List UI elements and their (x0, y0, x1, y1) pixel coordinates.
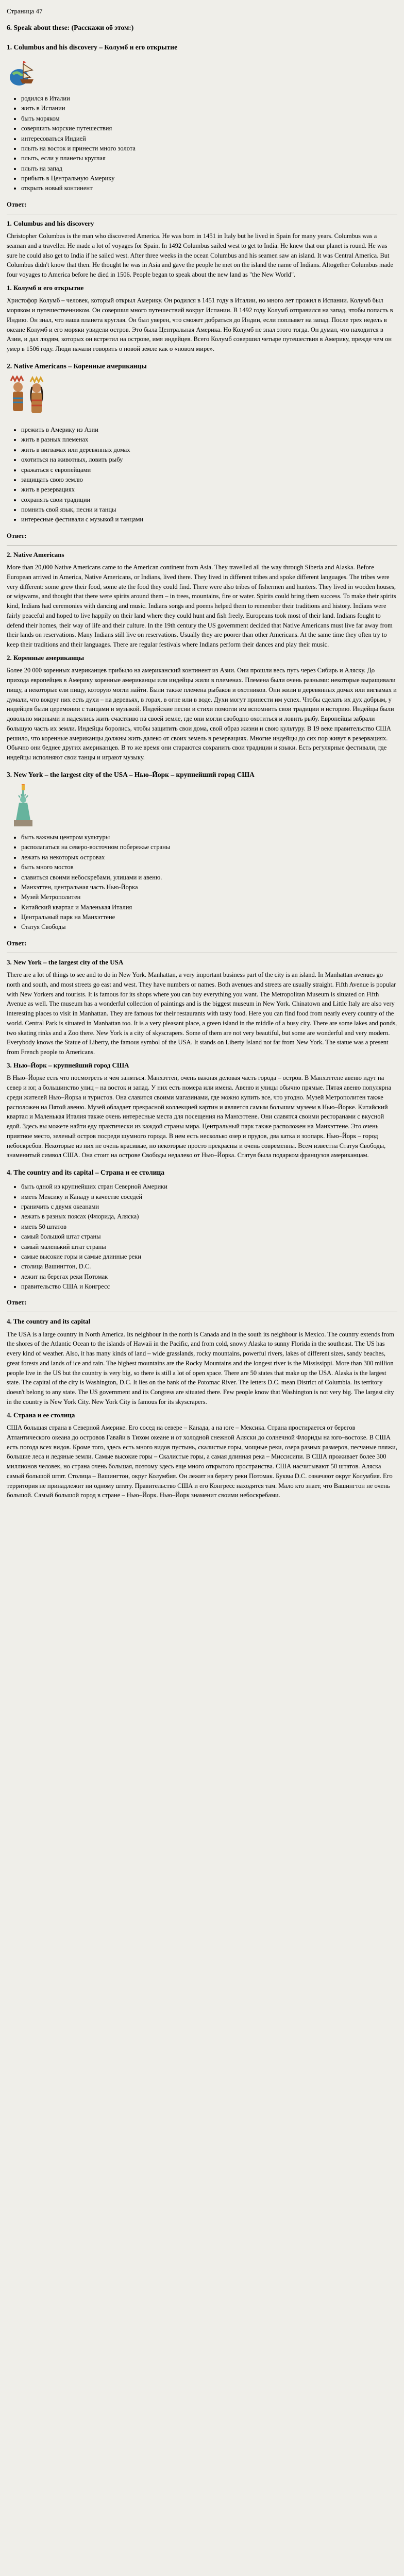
english-title: 2. Native Americans (7, 550, 64, 558)
native-americans-illustration (8, 376, 49, 420)
list-item: • прежить в Америку из Азии (21, 425, 397, 435)
hint-list (7, 425, 397, 525)
section-native-americans (7, 361, 397, 762)
list-item: • сохранять свои традиции (21, 495, 397, 505)
russian-title: 4. Страна и ее столица (7, 1411, 75, 1419)
list-item: • граничить с двумя океанами (21, 1202, 397, 1212)
english-text: The USA is a large country in North America. Its neighbour in the north is Canada and in the south its neighbour is Mexico. The country extends from the shores of the Atlantic Ocean to the islands of Hawaii in the Pacific, and from cold, snowy Alaska to sunny Florida in the southeast. The US has every kind of weather. Also, it has many kinds of land – wide grasslands, rocky mountains, powerful rivers, lakes of different sizes, sandy beaches, great forests and lands of ice and rain. The highest mountains are the Rocky Mountains and the longest river is the Mississippi. More than 300 million people live in the US but the country is very big, so there is still a lot of open space. There are 50 states that make up the USA. Alaska is the largest state. The capital of the city is Washington, D.C. It lies on the bank of the Potomac River. The letters D.C. mean District of Columbia. Its territory doesn't belong to any state. The US government and its Congress are situated there. Few people know that Washington is not very big. The largest city in the country is New York City. New York City is famous for its skyscrapers. (7, 1330, 394, 1405)
list-item: • иметь 50 штатов (21, 1222, 397, 1232)
russian-title: 2. Коренные американцы (7, 653, 85, 662)
list-item: • славиться своими небоскребами, улицами и авеню. (21, 873, 397, 883)
list-item: • плыть на запад (21, 164, 397, 174)
list-item: • Музей Метрополитен (21, 892, 397, 902)
list-item: • совершить морские путешествия (21, 124, 397, 133)
ship-globe-illustration (8, 57, 40, 89)
list-item: • открыть новый континент (21, 183, 397, 193)
list-item: • сражаться с европейцами (21, 465, 397, 475)
list-item: • столица Вашингтон, D.C. (21, 1262, 397, 1272)
list-item: • жить в резервациях (21, 485, 397, 495)
hint-list (7, 94, 397, 194)
russian-text: Более 20 000 коренных американцев прибыло на американский континент из Азии. Они прошли весь путь через Сибирь и Аляску. До прихода европейцев в Америку коренные американцы или индейцы жили в племенах. Племена были очень разными: некоторые выращивали пищу, а некоторые ели пищу, которую могли найти. Были также племена рыбаков и охотников. Они жили в деревянных домах или вигвамах и думали, что вокруг них есть духи – на деревьях, в горах, в огне или в воде. Духи могут принести им успех. Чтобы сделать их дух добрым, у индейцев были церемонии с танцами и музыкой. Индейские песни и стихи помогли им вспомнить свои традиции и историю. Индейцы были довольно мирными и надеялись жить счастливо на своей земле, где они могли свободно охотиться и ловить рыбу. Европейцы забрали большую часть их земли. Индейцы боролись, чтобы защитить свои дома, свой образ жизни и свою культуру. В 19 веке правительство США решило, что коренные американцы должны жить далеко от своих земель в резервациях. Многие индейцы до сих пор живут в резервациях. Обычно они беднее других американцев. В то же время они стараются сохранить свои традиции и языки. Есть регулярные фестивали, где индейцы исполняют свои танцы и играют музыку. (7, 667, 397, 761)
russian-text: США большая страна в Северной Америке. Его сосед на севере – Канада, а на юге – Мексика. Страна простирается от берегов Атлантического океана до островов Гавайи в Тихом океане и от холодной снежной Аляски до солнечной Флориды на юго–востоке. В США есть погода всех видов. Кроме того, здесь есть много видов пустынь, скалистые горы, мощные реки, озера разных размеров, песчаные пляжи, большие леса и ледяные земли. Самые высокие горы – Скалистые горы, а самая длинная река – Миссисипи. В США проживает более 300 миллионов человек, но страна очень большая, поэтому здесь еще много открытого пространства. США насчитывают 50 штатов. Аляска самый большой штат. Столица – Вашингтон, округ Колумбия. Он лежит на берегу реки Потомак. Буквы D.C. означают округ Колумбия. Его территория не принадлежит ни одному штату. Правительство США и его Конгресс находятся там. Мало кто знает, что Вашингтон не очень большой. Самый большой город в стране – Нью–Йорк. Нью–Йорк знаменит своими небоскребами. (7, 1424, 397, 1499)
list-item: • правительство США и Конгресс (21, 1282, 397, 1292)
list-item: • защищать свою землю (21, 475, 397, 485)
hint-list (7, 1182, 397, 1292)
russian-title: 3. Нью–Йорк – крупнейший город США (7, 1061, 129, 1069)
english-text: Christopher Columbus is the man who discovered America. He was born in 1451 in Italy but he lived in Spain for many years. Columbus was a seaman and a traveller. He made a lot of voyages for Spain. In 1492 Columbus sailed west to get to India. He knew that our planet is round. He was sure he could also get to India if he sailed west. After three weeks in the ocean Columbus and his seamen saw an island. It was Central America. But Columbus didn't know that then. He thought he was in Asia and gave the people he met on the island the name of Indians. Altogether Columbus made four voyages to America before he died in 1506. People began to speak about the new land as "the New World". (7, 232, 394, 278)
list-item: • помнить свой язык, песни и танцы (21, 505, 397, 515)
list-item: • Статуя Свободы (21, 922, 397, 932)
section-heading: 3. New York – the largest city of the USA – Нью–Йорк – крупнейший город США (7, 770, 255, 778)
list-item: • родился в Италии (21, 94, 397, 104)
russian-text: В Нью–Йорке есть что посмотреть и чем заняться. Манхэттен, очень важная деловая часть города – остров. В Манхэттене авеню идут на север и юг, а большинство улиц – на восток и запад. У них есть номера или имена. Авеню и улицы обычно прямые. Пятая авеню популярна среди жителей Нью–Йорка и туристов. Она славится своими магазинами, где можно купить все, что угодно. Музей Метрополитен также расположен на Пятой авеню. Музей обладает прекрасной коллекцией картин и является самым большим музеем в Нью–Йорке. Китайский квартал и Маленькая Италия также очень интересные места для посещения на Манхэттене. Они славятся своими ресторанами с вкусной едой. Здесь вы можете найти еду практически из каждой страны мира. Центральный парк также расположен на Манхэттене. Это очень приятное место, зеленый остров посреди шумного города. В нем есть несколько озер и прудов, два катка и зоопарк. Нью–Йорк – город небоскребов. Некоторые из них не очень красивые, но некоторые просто прекрасны и очень современны. Всем известна Статуя Свободы, знаменитый символ США. Она стоит на острове Свободы недалеко от Нью–Йорка. Статуя была подарком французов американцам. (7, 1074, 392, 1159)
answer-label: Ответ: (7, 939, 27, 947)
section-new-york (7, 770, 397, 1160)
list-item: • иметь Мексику и Канаду в качестве соседей (21, 1192, 397, 1202)
section-heading: 1. Columbus and his discovery – Колумб и его открытие (7, 43, 178, 51)
list-item: • охотиться на животных, ловить рыбу (21, 455, 397, 465)
list-item: • самые высокие горы и самые длинные реки (21, 1252, 397, 1262)
list-item: • располагаться на северо-восточном побережье страны (21, 842, 397, 852)
page-number: Страница 47 (7, 7, 43, 15)
list-item: • интересные фестивали с музыкой и танцами (21, 515, 397, 524)
list-item: • лежит на берегах реки Потомак (21, 1272, 397, 1282)
list-item: • быть много мостов (21, 862, 397, 872)
list-item: • самый большой штат страны (21, 1232, 397, 1242)
list-item: • плыть, если у планеты круглая (21, 154, 397, 163)
statue-of-liberty-illustration (8, 784, 40, 827)
answer-label: Ответ: (7, 200, 27, 208)
list-item: • лежать в разных поясах (Флорида, Аляска) (21, 1212, 397, 1222)
list-item: • лежать на некоторых островах (21, 853, 397, 862)
section-heading: 4. The country and its capital – Страна и ее столица (7, 1168, 164, 1176)
hint-list (7, 833, 397, 933)
section-country-capital (7, 1167, 397, 1500)
answer-label: Ответ: (7, 1299, 27, 1307)
list-item: • Манхэттен, центральная часть Нью-Йорка (21, 883, 397, 892)
list-item: • прибыть в Центральную Америку (21, 174, 397, 183)
answer-label: Ответ: (7, 532, 27, 539)
english-title: 1. Columbus and his discovery (7, 219, 94, 227)
list-item: • плыть на восток и принести много золота (21, 144, 397, 154)
list-item: • Китайский квартал и Маленькая Италия (21, 903, 397, 912)
english-text: There are a lot of things to see and to do in New York. Manhattan, a very important business part of the city is an island. In Manhattan avenues go north and south, and most streets go east and west. They have numbers or names. Both avenues and streets are usually straight. Fifth Avenue is popular with New Yorkers and tourists. It is famous for its shops where you can buy everything you want. The Metropolitan Museum is situated on Fifth Avenue as well. The museum has a wonderful collection of paintings and is the biggest museum in New York. Chinatown and Little Italy are also very interesting places to visit in Manhattan. They are famous for their restaurants with tasty food. Here you can find food from nearly every country of the world. Central Park is situated in Manhattan too. It is a very pleasant place, a green island in the middle of a busy city. There are some lakes and ponds, two skating rinks and a Zoo there. New York is a city of skyscrapers. Some of them are not very beautiful, but some are wonderful and very modern. Everybody knows the Statue of Liberty, the famous symbol of the USA. It stands on Liberty Island not far from New York. The statue was a present from French people to Americans. (7, 971, 397, 1056)
page (5, 0, 399, 1509)
list-item: • интересоваться Индией (21, 134, 397, 144)
english-text: More than 20,000 Native Americans came to the American continent from Asia. They travelled all the way through Siberia and Alaska. Before European arrived in America, Native Americans, or Indians, lived there. They lived in different tribes and spoke different languages. The tribes were very different: some grew their food, some ate the food they could find. There were also tribes of fishermen and hunters. They lived in wooden houses, or wigwams, and thought that there were spirits around them – in trees, mountains, fire or water. Spirits could bring them success. To make their spirits kind, Indians had ceremonies with dancing and music. Indians songs and poems helped them to remember their traditions and history. Indians were fairly peaceful and hoped to live happily on their land where they could hunt and fish freely. Europeans took most of their land. Indians fought to defend their homes, their way of life and their culture. In the 19th century the US government decided that Native Americans must live far away from their lands on reservations. Many Indians still live on reservations. Usually they are poorer than other Americans. At the same time they often try to keep their traditions and their languages. There are regular festivals where Indians perform their dances and play their music. (7, 564, 396, 648)
list-item: • Центральный парк на Манхэттене (21, 912, 397, 922)
list-item: • самый маленький штат страны (21, 1242, 397, 1252)
list-item: • быть важным центром культуры (21, 833, 397, 842)
section-heading: 2. Native Americans – Коренные американцы (7, 362, 147, 370)
section-columbus (7, 42, 397, 354)
list-item: • быть моряком (21, 114, 397, 124)
english-title: 4. The country and its capital (7, 1317, 91, 1326)
russian-title: 1. Колумб и его открытие (7, 283, 84, 292)
english-title: 3. New York – the largest city of the USA (7, 958, 124, 966)
list-item: • быть одной из крупнейших стран Северной Америки (21, 1182, 397, 1192)
russian-text: Христофор Колумб – человек, который открыл Америку. Он родился в 1451 году в Италии, но много лет прожил в Испании. Колумб был моряком и путешественником. Он совершил много путешествий вокруг Испании. В 1492 году Колумб отправился на запад, чтобы попасть в Индию. Он знал, что наша планета круглая. Он был уверен, что сможет добраться до Индии, если поплывет на запад. После трех недель в океане Колумб и его моряки увидели остров. Это была Центральная Америка. Но Колумб не знал этого тогда. Он думал, что находится в Азии, и дал людям, которых он встретил на острове, имя индейцев. Всего Колумб совершил четыре путешествия в Америку, прежде чем он умер в 1506 году. Люди начали говорить о новой земле как о «новом мире». (7, 297, 393, 352)
list-item: • жить в разных племенах (21, 435, 397, 445)
list-item: • жить в вигвамах или деревянных домах (21, 445, 397, 455)
list-item: • жить в Испании (21, 104, 397, 113)
divider (7, 545, 397, 546)
task-title: 6. Speak about these: (Расскажи об этом:) (7, 23, 134, 31)
